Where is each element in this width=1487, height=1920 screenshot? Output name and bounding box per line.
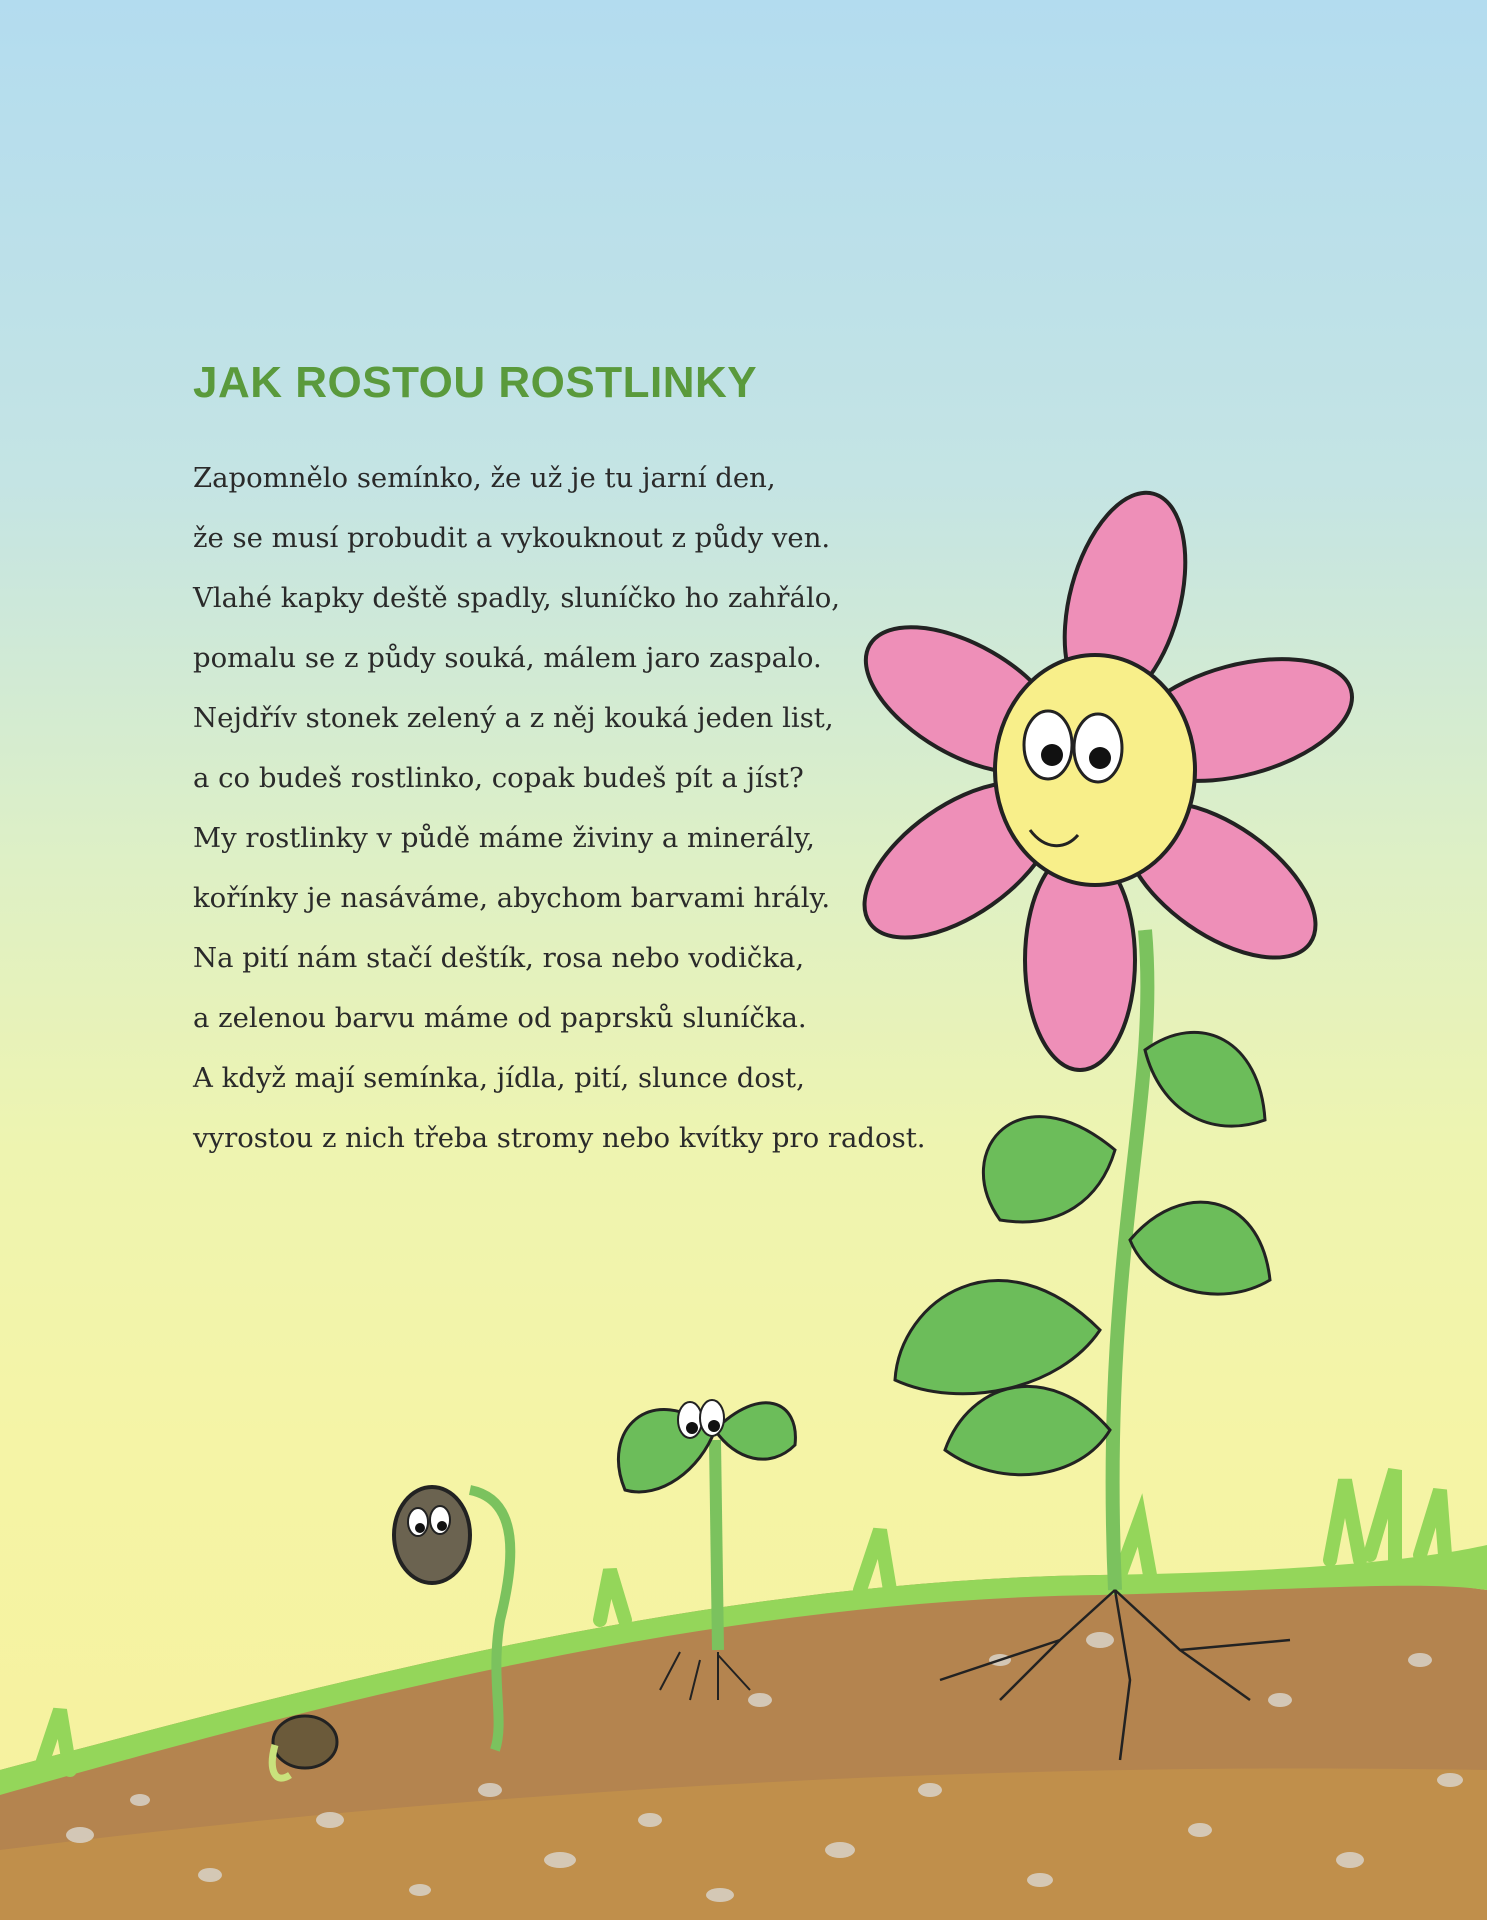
poem-line: My rostlinky v půdě máme živiny a minerály, — [193, 822, 815, 854]
poem-line: Vlahé kapky deště spadly, sluníčko ho zahřálo, — [193, 582, 841, 614]
poem-line: a co budeš rostlinko, copak budeš pít a jíst? — [193, 762, 804, 794]
poem-line: Na pití nám stačí deštík, rosa nebo vodička, — [193, 942, 805, 974]
poem-line: Nejdřív stonek zelený a z něj kouká jeden list, — [193, 702, 834, 734]
page-title: JAK ROSTOU ROSTLINKY — [193, 358, 758, 407]
poem-line: pomalu se z půdy souká, málem jaro zaspalo. — [193, 642, 822, 674]
poem-line: a zelenou barvu máme od paprsků sluníčka. — [193, 1002, 807, 1034]
seed — [272, 1716, 337, 1778]
soil — [0, 1574, 1487, 1920]
poem-line: kořínky je nasáváme, abychom barvami hrály. — [193, 882, 831, 914]
sprouting-seed — [394, 1487, 510, 1750]
grass — [0, 1470, 1487, 1795]
seedling — [618, 1400, 795, 1700]
poem-line: že se musí probudit a vykouknout z půdy ven. — [193, 522, 831, 554]
poem — [193, 448, 926, 1168]
poem-line: vyrostou z nich třeba stromy nebo kvítky pro radost. — [193, 1122, 926, 1154]
poem-line: Zapomnělo semínko, že už je tu jarní den, — [193, 462, 776, 494]
poem-line: A když mají semínka, jídla, pití, slunce dost, — [193, 1062, 805, 1094]
